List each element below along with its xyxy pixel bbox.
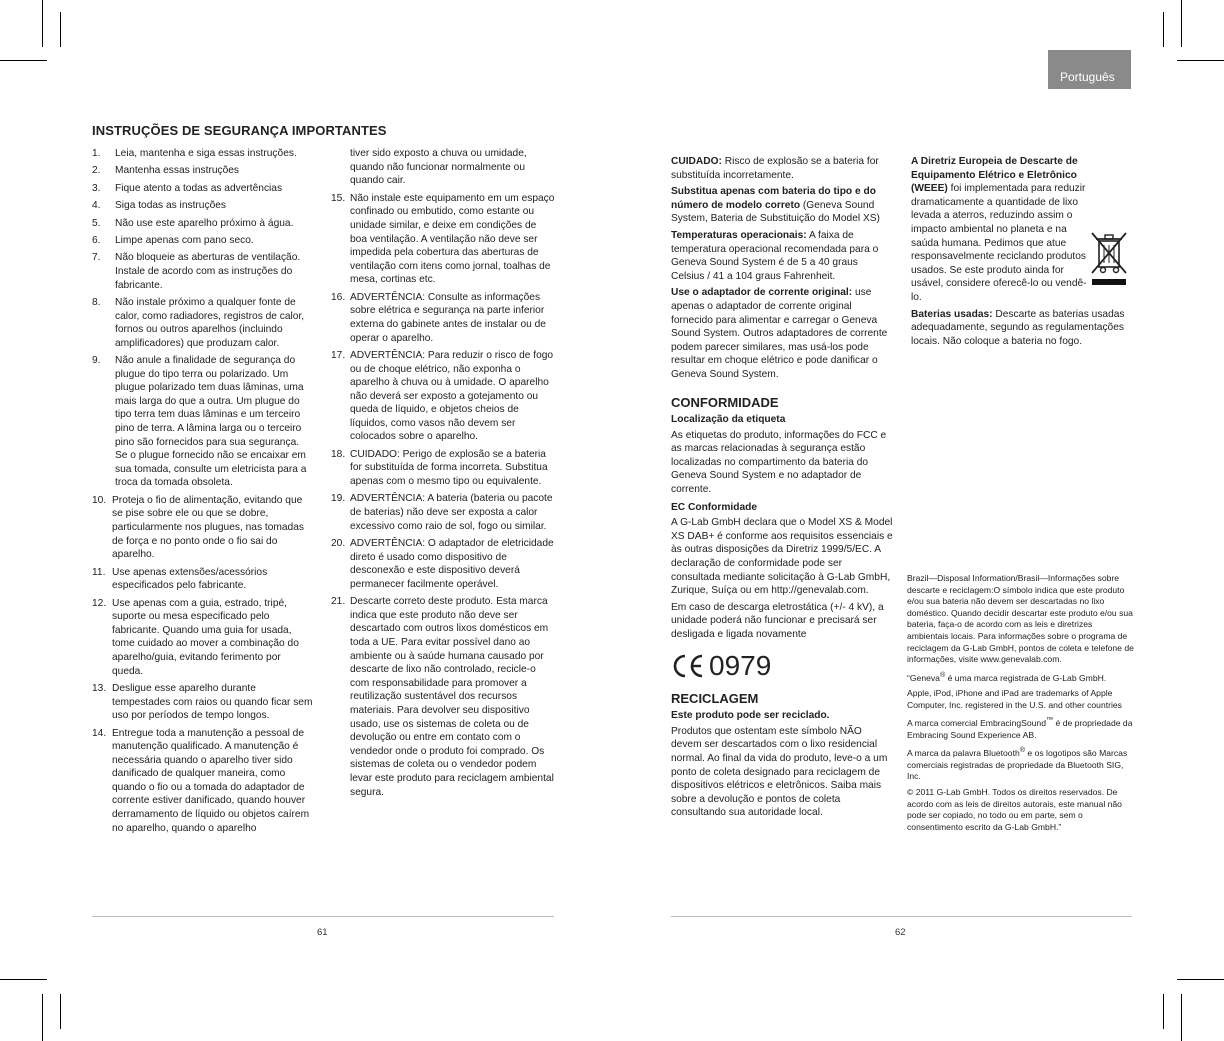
embracing-trademark-text: A marca comercial EmbracingSound™ é de propriedade da Embracing Sound Experience AB.	[907, 716, 1133, 740]
list-item	[92, 164, 314, 178]
list-item-text: Não bloqueie as aberturas de ventilação. Instale de acordo com as instruções do fabricante.	[115, 252, 301, 291]
page-number-left: 61	[317, 927, 328, 938]
list-item	[92, 597, 314, 679]
list-item-text: Leia, mantenha e siga essas instruções.	[115, 148, 297, 159]
safety-list	[92, 147, 314, 835]
bluetooth-trademark-text: A marca da palavra Bluetooth® e os logotipos são Marcas comerciais registradas de propriedade da Bluetooth SIG, Inc.	[907, 746, 1128, 782]
crop-mark	[1177, 60, 1224, 61]
list-item-text: ADVERTÊNCIA: Consulte as informações sobre elétrica e segurança na parte inferior externa do gabinete antes de instalar ou de operar o aparelho.	[350, 291, 546, 344]
list-item-number: 15.	[331, 192, 346, 204]
list-item-number: 7.	[92, 252, 101, 264]
list-item-number: 5.	[92, 217, 101, 229]
list-item-number: 11.	[92, 566, 106, 578]
list-item-number: 14.	[92, 727, 107, 739]
list-item-number: 1.	[92, 148, 101, 159]
list-item	[331, 595, 555, 799]
crossed-bin-icon	[1089, 231, 1129, 286]
list-item-number: 19.	[331, 493, 346, 505]
list-item	[92, 354, 314, 490]
list-item-text: Não instale este equipamento em um espaço confinado ou embutido, como estante ou unidade similar, e deixe em condições de boa ventilação. A ventilação não deve ser impedida pela cobertura das aberturas de ventilação com itens como jornal, toalhas de mesa, cortinas etc.	[350, 192, 555, 286]
list-item	[92, 182, 314, 196]
list-item-text: Entregue toda a manutenção a pessoal de manutenção qualificado. A manutenção é necessária quando o aparelho tiver sido danificado de qualquer maneira, como quando o fio ou a tomada do adaptador de corrente estiver danificado, quando houver derramamento de líquido ou objetos caírem no aparelho, quando o aparelho	[112, 727, 310, 834]
list-item-text: Não use este aparelho próximo à água.	[115, 217, 294, 229]
brazil-disposal-text: Brazil—Disposal Information/Brasil—Informações sobre descarte e reciclagem:O símbolo indica que este produto e/ou sua bateria não devem ser descartadas no lixo doméstico. Quando decidir descartar este produto e/ou sua bateria, faça-o de acordo com as leis e diretrizes ambientais locais. Para informações sobre o programa de reciclagem da G-Lab GmbH, pontos de coleta e telefone de informações, visite www.genevalab.com.	[907, 573, 1134, 665]
replace-paragraph: Substitua apenas com bateria do tipo e do número de modelo correto (Geneva Sound System, Bateria de Substituição do Model XS)	[671, 186, 880, 225]
list-item-number: 13.	[92, 682, 107, 694]
list-item-text: Não instale próximo a qualquer fonte de calor, como radiadores, registros de calor, fornos ou outros aparelhos (incluindo amplificadores) que produzam calor.	[115, 296, 305, 349]
list-item-text: Desligue esse aparelho durante tempestades com raios ou quando ficar sem uso por períodos de tempo longos.	[112, 682, 313, 722]
list-item	[92, 199, 314, 213]
language-tab: Português	[1048, 50, 1131, 89]
list-item	[92, 234, 314, 248]
list-item-text: CUIDADO: Perigo de explosão se a bateria for substituída de forma incorreta. Substitua apenas com o mesmo tipo ou equivalente.	[350, 448, 548, 488]
ce-mark	[671, 650, 893, 682]
list-item-text: ADVERTÊNCIA: O adaptador de eletricidade direto é usado como dispositivo de desconexão e este dispositivo deverá permanecer facilmente operável.	[350, 538, 554, 590]
crop-mark	[60, 12, 61, 47]
label-location-heading: Localização da etiqueta	[671, 414, 786, 426]
ec-text: A G-Lab GmbH declara que o Model XS & Model XS DAB+ é conforme aos requisitos essenciais e às outras disposições da Diretriz 1999/5/EC. A declaração de conformidade pode ser consultada mediante solicitação à G-Lab GmbH, Zurique, Suíça ou em http://genevalab.com.	[671, 517, 893, 597]
list-continuation: tiver sido exposto a chuva ou umidade, quando não funcionar normalmente ou quando cair.	[350, 148, 527, 187]
list-item	[92, 494, 314, 562]
adapter-paragraph: Use o adaptador de corrente original: use apenas o adaptador de corrente original fornecido para alimentar e carregar o Geneva Sound System. Outros adaptadores de corrente podem parecer similares, mas usá-los pode resultar em choque elétrico e pode danificar o Geneva Sound System.	[671, 287, 888, 380]
crop-mark	[1163, 12, 1164, 47]
list-item	[92, 217, 314, 231]
list-item-text: Descarte correto deste produto. Esta marca indica que este produto não deve ser descartado com outros lixos domésticos em toda a UE. Para evitar possível dano ao ambiente ou à saúde humana causado por descarte de lixo não controlado, recicle-o com responsabilidade para promover a reutilização sustentável dos recursos materiais. Para devolver seu dispositivo usado, use os sistemas de coleta ou de devolução ou entre em contato com o vendedor onde o produto foi comprado. Os sistemas de coleta ou o vendedor podem levar este produto para reciclagem ambiental segura.	[350, 596, 554, 798]
safety-list	[331, 192, 555, 799]
crop-mark	[1181, 0, 1182, 47]
apple-trademark-text: Apple, iPod, iPhone and iPad are trademarks of Apple Computer, Inc. registered in the U.S. and other countries	[907, 688, 1122, 710]
ec-heading: EC Conformidade	[671, 501, 758, 513]
right-footer-rule	[671, 916, 1132, 917]
list-item	[92, 727, 314, 836]
list-item-number: 9.	[92, 355, 101, 367]
list-item	[92, 147, 314, 161]
recycling-label: Este produto pode ser reciclado.	[671, 710, 830, 722]
page-title: INSTRUÇÕES DE SEGURANÇA IMPORTANTES	[92, 123, 387, 138]
list-item-number: 20.	[331, 538, 346, 550]
temperature-paragraph: Temperaturas operacionais: A faixa de temperatura operacional recomendada para o Geneva Sound System é de 5 a 40 graus Celsius / 41 a 104 graus Fahrenheit.	[671, 229, 879, 282]
crop-mark	[1163, 994, 1164, 1029]
list-item-text: Fique atento a todas as advertências	[115, 182, 283, 194]
crop-mark	[0, 979, 47, 980]
list-item-text: Use apenas com a guia, estrado, tripé, suporte ou mesa especificado pelo fabricante. Quando uma guia for usada, tome cuidado ao mover a combinação do aparelho/guia, evitando ferimento por queda.	[112, 597, 299, 677]
copyright-text: © 2011 G-Lab GmbH. Todos os direitos reservados. De acordo com as leis de direitos autorais, este manual não pode ser copiado, no todo ou em parte, sem o consentimento escrito da G-Lab GmbH.”	[907, 787, 1122, 832]
list-item-text: Limpe apenas com pano seco.	[115, 234, 254, 246]
crop-mark	[60, 994, 61, 1029]
list-item-number: 2.	[92, 165, 101, 177]
list-item-text: Não anule a finalidade de segurança do plugue do tipo terra ou polarizado. Um plugue polarizado tem duas lâminas, uma mais larga do que a outra. Um plugue do tipo terra tem duas lâminas e um terceiro pino de terra. A lâmina larga ou o terceiro pino são fornecidos para sua segurança. Se o plugue fornecido não se encaixar em sua tomada, consulte um eletricista para a troca da tomada obsoleta.	[115, 355, 307, 489]
caution-paragraph: CUIDADO: Risco de explosão se a bateria for substituída incorretamente.	[671, 156, 879, 181]
weee-paragraph: A Diretriz Europeia de Descarte de Equipamento Elétrico e Eletrônico (WEEE) foi implementada para reduzir dramaticamente a quantidade de lixo levada a aterros, reduzindo assim o impacto ambiental no planeta e na saúda humana. Pedimos que atue responsavelmente reciclando produtos usados. Se este produto ainda for usável, considere oferecê-lo ou vendê-lo.	[911, 156, 1087, 303]
list-item	[331, 291, 555, 345]
list-item	[331, 192, 555, 287]
geneva-trademark-text: “Geneva® é uma marca registrada de G-Lab GmbH.	[907, 670, 1107, 683]
batteries-paragraph: Baterias usadas: Descarte as baterias usadas adequadamente, segundo as regulamentações locais. Não coloque a bateria no fogo.	[911, 308, 1125, 347]
right-page-column-1	[671, 155, 893, 823]
list-item	[331, 492, 555, 533]
list-item-number: 17.	[331, 349, 346, 361]
safety-list-column-2	[331, 147, 555, 803]
list-item-text: Siga todas as instruções	[115, 200, 226, 212]
list-item-number: 21.	[331, 596, 346, 608]
list-item	[92, 296, 314, 350]
list-item-number: 3.	[92, 182, 101, 194]
list-item-number: 4.	[92, 200, 101, 212]
legal-notices	[907, 573, 1134, 837]
left-footer-rule	[92, 916, 554, 917]
list-item-number: 16.	[331, 291, 346, 303]
page-number-right: 62	[895, 927, 906, 938]
list-item-text: ADVERTÊNCIA: A bateria (bateria ou pacote de baterias) não deve ser exposta a calor excessivo como raio de sol, fogo ou similar.	[350, 493, 553, 532]
crop-mark	[1181, 994, 1182, 1041]
recycling-text: Produtos que ostentam este símbolo NÃO devem ser descartados com o lixo residencial normal. Ao final da vida do produto, leve-o a um ponto de coleta designado para reciclagem de dispositivos elétricos e eletrônicos. Saiba mais sobre a devolução e pontos de coleta consultando sua autoridade local.	[671, 725, 888, 819]
list-item-text: Proteja o fio de alimentação, evitando que se pise sobre ele ou que se dobre, particularmente nos plugues, nas tomadas de força e no ponto onde o fio sai do aparelho.	[112, 494, 304, 561]
crop-mark	[1177, 979, 1224, 980]
list-item-text: Use apenas extensões/acessórios especificados pelo fabricante.	[112, 566, 268, 592]
list-item-number: 6.	[92, 234, 101, 246]
list-item-number: 8.	[92, 296, 101, 308]
list-item-number: 12.	[92, 597, 107, 609]
label-location-text: As etiquetas do produto, informações do FCC e as marcas relacionadas à segurança estão localizadas no compartimento da bateria do Geneva Sound System e no adaptador de corrente.	[671, 429, 887, 496]
list-item	[331, 448, 555, 489]
list-item	[331, 537, 555, 591]
list-item-number: 10.	[92, 494, 107, 506]
crop-mark	[0, 60, 47, 61]
conformity-heading: CONFORMIDADE	[671, 394, 779, 410]
crop-mark	[42, 0, 43, 47]
ce-logo-icon	[671, 653, 705, 679]
list-item-text: Mantenha essas instruções	[115, 165, 240, 177]
crop-mark	[42, 994, 43, 1041]
recycling-heading: RECICLAGEM	[671, 690, 759, 706]
list-item	[92, 251, 314, 292]
list-item	[92, 682, 314, 723]
list-item-text: ADVERTÊNCIA: Para reduzir o risco de fogo ou de choque elétrico, não exponha o aparelho à chuva ou à umidade. O aparelho não deverá ser exposto a gotejamento ou queda de líquido, e objetos cheios de líquidos, como vasos não devem ser colocados sobre o aparelho.	[350, 349, 554, 443]
safety-list-column-1	[92, 147, 314, 839]
list-item	[92, 566, 314, 593]
list-item	[331, 349, 555, 444]
ce-notified-body-number: 0979	[709, 649, 772, 681]
list-item-number: 18.	[331, 448, 346, 460]
esd-text: Em caso de descarga eletrostática (+/- 4 kV), a unidade poderá não funcionar e precisará ser desligada e ligada novamente	[671, 601, 884, 640]
